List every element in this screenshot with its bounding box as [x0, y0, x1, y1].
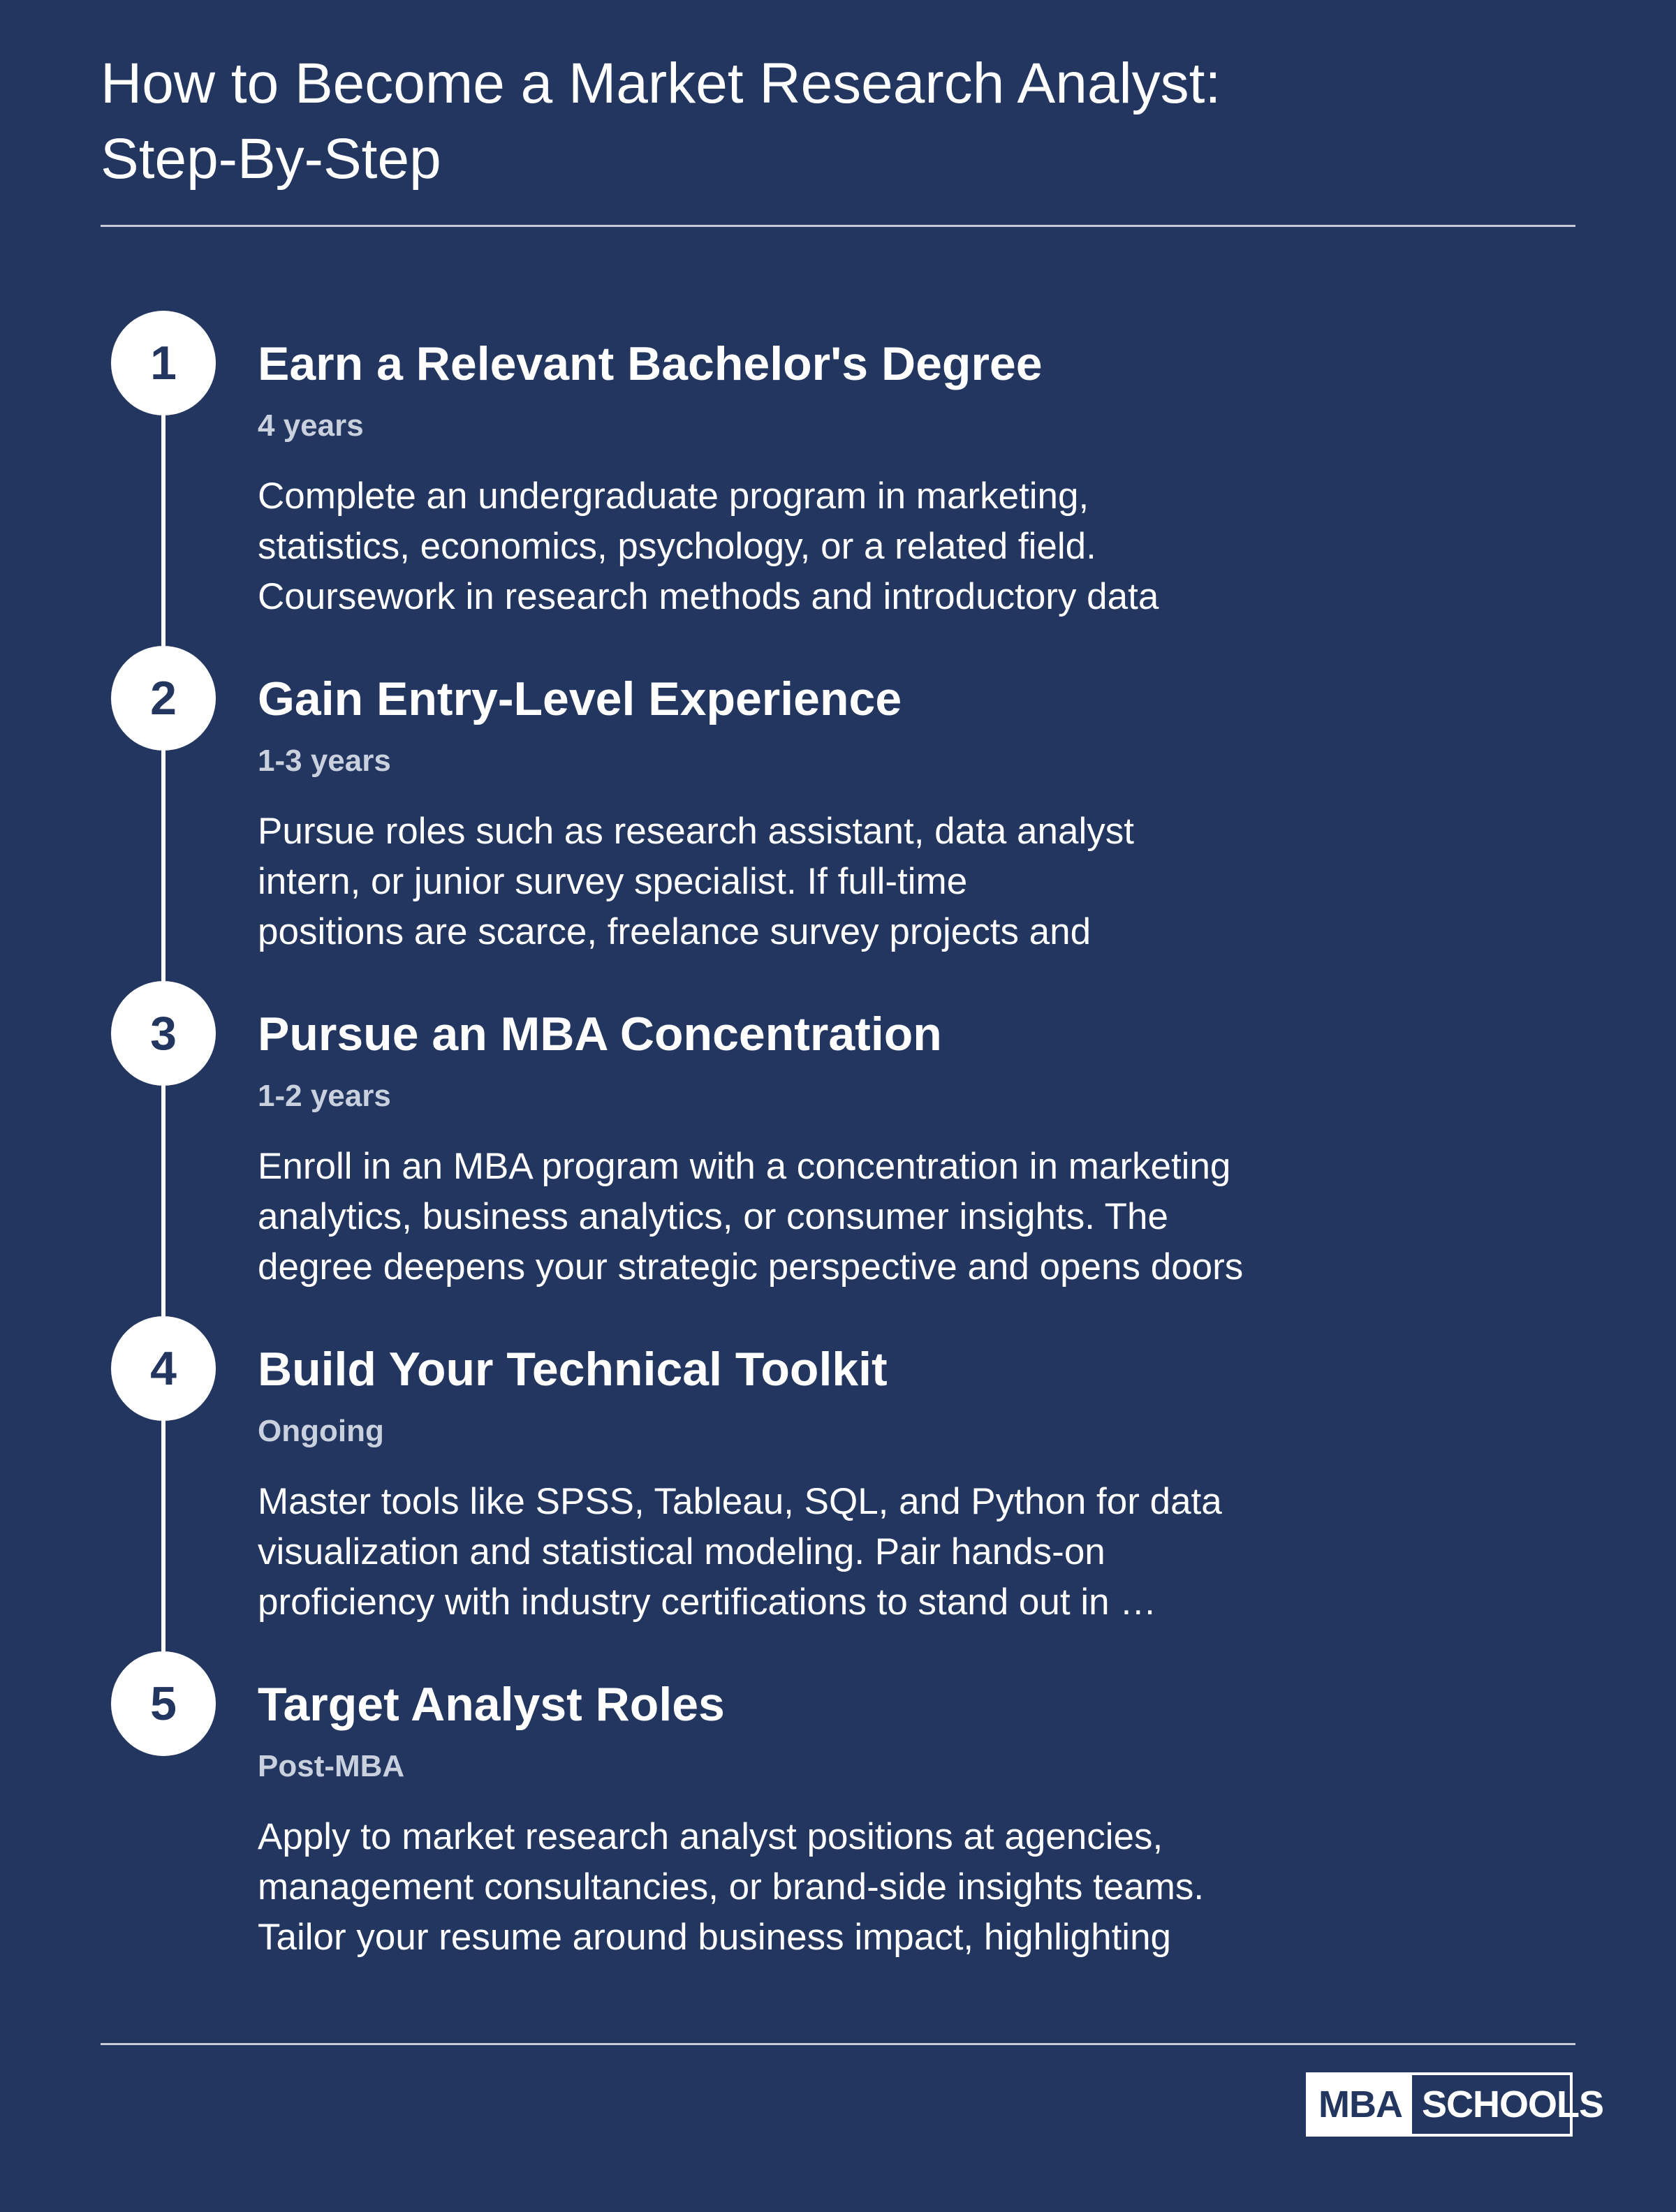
- step-description: [258, 1477, 1347, 1628]
- step-description-line: visualization and statistical modeling. Pair hands-on: [258, 1531, 1105, 1572]
- step-duration: 1-3 years: [258, 744, 391, 778]
- step-description-line: analytics, business analytics, or consumer insights. The: [258, 1196, 1169, 1237]
- step-number-badge: 5: [111, 1651, 216, 1756]
- step-duration: Ongoing: [258, 1414, 384, 1448]
- step-number-badge: 2: [111, 646, 216, 751]
- step-description-line: degree deepens your strategic perspective and opens doors: [258, 1246, 1244, 1288]
- logo-mba-text: MBA: [1309, 2075, 1412, 2134]
- step-description-line: management consultancies, or brand-side insights teams.: [258, 1866, 1205, 1908]
- step-number-badge: 1: [111, 311, 216, 415]
- step-description-line: Apply to market research analyst positions at agencies,: [258, 1816, 1163, 1857]
- step-description: [258, 806, 1347, 957]
- step-2: [0, 646, 1676, 953]
- step-description-line: Complete an undergraduate program in marketing,: [258, 475, 1089, 517]
- footer-divider: [101, 2043, 1575, 2045]
- step-number-badge: 4: [111, 1316, 216, 1421]
- step-description: [258, 1812, 1347, 1963]
- page-title-line-2: Step-By-Step: [101, 127, 441, 191]
- step-title: Build Your Technical Toolkit: [258, 1343, 888, 1396]
- step-title: Gain Entry-Level Experience: [258, 672, 902, 725]
- step-description-line: Master tools like SPSS, Tableau, SQL, and Python for data: [258, 1481, 1222, 1522]
- step-description: [258, 1142, 1347, 1292]
- step-description-line: Coursework in research methods and introductory data: [258, 576, 1159, 617]
- step-description-line: Enroll in an MBA program with a concentration in marketing: [258, 1146, 1231, 1187]
- logo-schools-text: SCHOOLS: [1421, 2084, 1604, 2125]
- mba-schools-logo: [1306, 2072, 1604, 2137]
- page-title: [101, 46, 1462, 197]
- step-number-badge: 3: [111, 981, 216, 1086]
- step-title: Pursue an MBA Concentration: [258, 1008, 942, 1061]
- step-3: [0, 981, 1676, 1288]
- step-description-line: intern, or junior survey specialist. If full-time: [258, 861, 968, 902]
- step-4: [0, 1316, 1676, 1623]
- step-duration: Post-MBA: [258, 1749, 405, 1783]
- step-duration: 4 years: [258, 408, 364, 443]
- step-title: Target Analyst Roles: [258, 1678, 725, 1731]
- step-description: [258, 471, 1347, 622]
- step-title: Earn a Relevant Bachelor's Degree: [258, 337, 1043, 390]
- step-description-line: Pursue roles such as research assistant, data analyst: [258, 811, 1134, 852]
- step-duration: 1-2 years: [258, 1079, 391, 1113]
- step-description-line: statistics, economics, psychology, or a related field.: [258, 526, 1096, 567]
- step-description-line: Tailor your resume around business impact, highlighting: [258, 1917, 1172, 1958]
- step-description-line: proficiency with industry certifications to stand out in …: [258, 1581, 1157, 1623]
- header-divider: [101, 225, 1575, 227]
- step-5: [0, 1651, 1676, 1959]
- step-1: [0, 311, 1676, 618]
- step-description-line: positions are scarce, freelance survey projects and: [258, 911, 1091, 952]
- page-title-line-1: How to Become a Market Research Analyst:: [101, 52, 1221, 115]
